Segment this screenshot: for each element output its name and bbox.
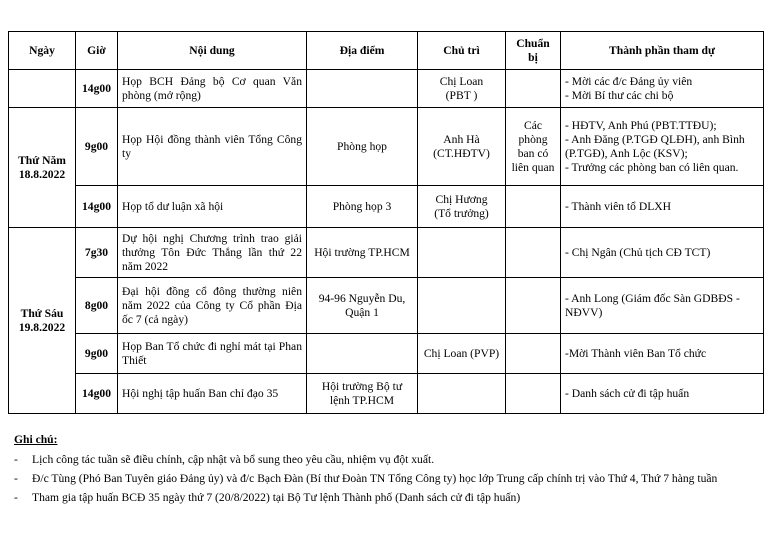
note-text: Lịch công tác tuần sẽ điều chỉnh, cập nhật và bổ sung theo yêu cầu, nhiệm vụ đột xuất.: [32, 453, 435, 466]
table-row: [9, 334, 764, 374]
prep-cell: [506, 70, 561, 108]
header-attendees: Thành phần tham dự: [561, 32, 764, 70]
time-cell: 9g00: [76, 108, 118, 186]
chair-line: Chị Loan: [439, 74, 484, 88]
header-content: Nội dung: [118, 32, 307, 70]
attendee-line: - Anh Đăng (P.TGĐ QLĐH), anh Bình (P.TGĐ), Anh Lộc (KSV);: [565, 132, 745, 160]
note-text: Tham gia tập huấn BCĐ 35 ngày thứ 7 (20/8/2022) tại Bộ Tư lệnh Thành phố (Danh sách cử đi tập huấn): [32, 491, 521, 504]
table-row: [9, 108, 764, 186]
place-cell: Phòng họp 3: [307, 186, 418, 228]
attendees-cell: [561, 70, 764, 108]
attendee-line: - HĐTV, Anh Phú (PBT.TTĐU);: [565, 118, 717, 132]
chair-cell: [418, 108, 506, 186]
attendee-line: - Danh sách cử đi tập huấn: [565, 386, 690, 400]
attendee-line: - Anh Long (Giám đốc Sàn GDBĐS - NĐVV): [565, 291, 740, 319]
content-cell: Dự hội nghị Chương trình trao giải thưởng Tôn Đức Thắng lần thứ 22 năm 2022: [118, 228, 307, 278]
day-cell: Thứ Sáu 19.8.2022: [9, 228, 76, 414]
attendee-line: - Thành viên tổ DLXH: [565, 199, 672, 213]
chair-line: Chị Hương: [435, 192, 488, 206]
header-day: Ngày: [9, 32, 76, 70]
prep-cell: [506, 334, 561, 374]
chair-cell: [418, 186, 506, 228]
day-cell: [9, 70, 76, 108]
note-item: [14, 491, 717, 505]
place-cell: Hội trường Bộ tư lệnh TP.HCM: [307, 374, 418, 414]
content-cell: Họp tổ dư luận xã hội: [118, 186, 307, 228]
attendees-cell: [561, 334, 764, 374]
table-row: [9, 186, 764, 228]
chair-cell: Chị Loan (PVP): [418, 334, 506, 374]
attendees-cell: [561, 278, 764, 334]
time-cell: 14g00: [76, 186, 118, 228]
bullet-dash: -: [14, 472, 18, 485]
chair-line: Anh Hà: [443, 132, 480, 146]
table-row: [9, 70, 764, 108]
attendee-line: - Trưởng các phòng ban có liên quan.: [565, 160, 739, 174]
schedule-table: [8, 31, 764, 414]
time-cell: 8g00: [76, 278, 118, 334]
time-cell: 9g00: [76, 334, 118, 374]
header-row: [9, 32, 764, 70]
attendee-line: - Mời Bí thư các chi bộ: [565, 88, 674, 102]
day-cell: Thứ Năm 18.8.2022: [9, 108, 76, 228]
time-cell: 14g00: [76, 70, 118, 108]
prep-cell: [506, 374, 561, 414]
note-item: [14, 453, 717, 467]
place-cell: 94-96 Nguyễn Du, Quận 1: [307, 278, 418, 334]
chair-cell: [418, 228, 506, 278]
place-cell: [307, 70, 418, 108]
notes-title: Ghi chú:: [14, 433, 58, 446]
prep-cell: [506, 228, 561, 278]
chair-line: (CT.HĐTV): [433, 146, 490, 160]
content-cell: Họp BCH Đảng bộ Cơ quan Văn phòng (mở rộng): [118, 70, 307, 108]
prep-cell: [506, 278, 561, 334]
place-cell: [307, 334, 418, 374]
attendee-line: - Mời các đ/c Đảng ủy viên: [565, 74, 693, 88]
attendees-cell: [561, 374, 764, 414]
bullet-dash: -: [14, 491, 18, 504]
place-cell: Hội trường TP.HCM: [307, 228, 418, 278]
attendees-cell: [561, 108, 764, 186]
time-cell: 14g00: [76, 374, 118, 414]
table-row: [9, 278, 764, 334]
note-text: Đ/c Tùng (Phó Ban Tuyên giáo Đảng ủy) và đ/c Bạch Đàn (Bí thư Đoàn TN Tổng Công ty) học lớp Trung cấp chính trị vào Thứ 4, Thứ 7 hàng tuần: [32, 472, 718, 485]
time-cell: 7g30: [76, 228, 118, 278]
attendees-cell: [561, 228, 764, 278]
chair-cell: [418, 374, 506, 414]
header-time: Giờ: [76, 32, 118, 70]
content-cell: Họp Hội đồng thành viên Tổng Công ty: [118, 108, 307, 186]
content-cell: Đại hội đồng cổ đông thường niên năm 2022 của Công ty Cổ phần Địa ốc 7 (cả ngày): [118, 278, 307, 334]
note-item: [14, 472, 717, 486]
bullet-dash: -: [14, 453, 18, 466]
header-chair: Chủ trì: [418, 32, 506, 70]
attendee-line: -Mời Thành viên Ban Tổ chức: [565, 346, 707, 360]
chair-line: (Tổ trưởng): [434, 206, 489, 220]
attendees-cell: [561, 186, 764, 228]
content-cell: Họp Ban Tổ chức đi nghỉ mát tại Phan Thiết: [118, 334, 307, 374]
chair-cell: [418, 70, 506, 108]
prep-cell: Các phòng ban có liên quan: [506, 108, 561, 186]
table-row: [9, 374, 764, 414]
table-row: [9, 228, 764, 278]
header-place: Địa điểm: [307, 32, 418, 70]
header-prep: Chuẩn bị: [506, 32, 561, 70]
prep-cell: [506, 186, 561, 228]
attendee-line: - Chị Ngân (Chủ tịch CĐ TCT): [565, 245, 711, 259]
chair-cell: [418, 278, 506, 334]
chair-line: (PBT ): [445, 88, 478, 102]
place-cell: Phòng họp: [307, 108, 418, 186]
content-cell: Hội nghị tập huấn Ban chỉ đạo 35: [118, 374, 307, 414]
notes-section: [14, 433, 717, 510]
